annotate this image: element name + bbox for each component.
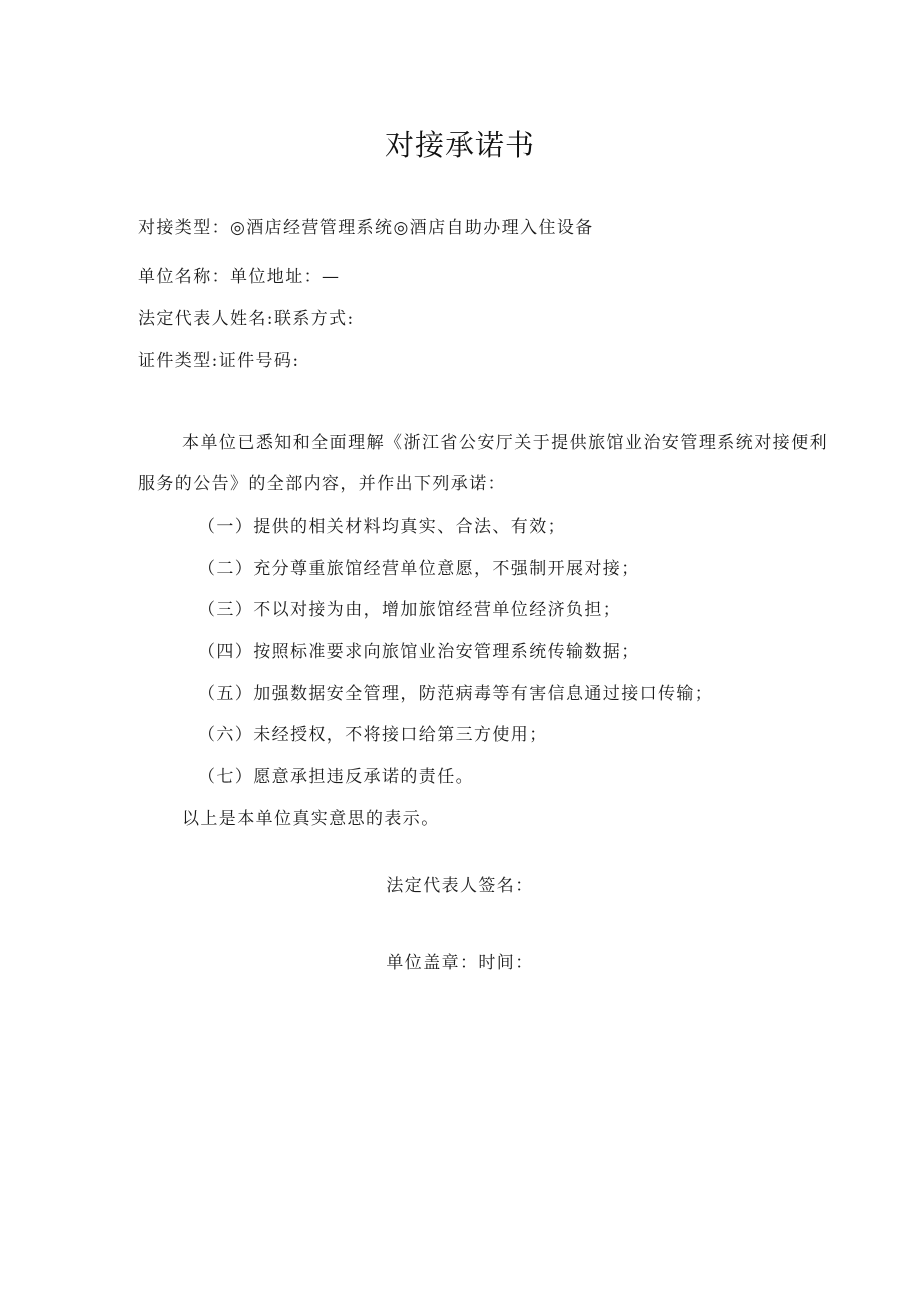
id-type-label: 证件类型: xyxy=(138,351,219,371)
commitment-item-5: （五）加强数据安全管理，防范病毒等有害信息通过接口传输； xyxy=(198,684,714,704)
legal-rep-name-label: 法定代表人姓名: xyxy=(138,309,274,329)
intro-paragraph: 本单位已悉知和全面理解《浙江省公安厅关于提供旅馆业治安管理系统对接便利服务的公告》的全部内容，并作出下列承诺： xyxy=(138,433,828,494)
seal-time-line xyxy=(0,950,920,976)
closing-statement: 以上是本单位真实意思的表示。 xyxy=(182,809,440,829)
commitment-item-1: （一）提供的相关材料均真实、合法、有效； xyxy=(198,517,566,537)
commitment-item-3: （三）不以对接为由，增加旅馆经营单位经济负担； xyxy=(198,600,622,620)
unit-name-label: 单位名称： xyxy=(138,267,230,287)
docking-option-hotel-management-system: ◎酒店经营管理系统 xyxy=(230,218,394,238)
document-title: 对接承诺书 xyxy=(384,128,535,162)
commitment-item-6: （六）未经授权，不将接口给第三方使用； xyxy=(198,725,548,745)
id-number-label: 证件号码: xyxy=(218,351,300,371)
docking-type-label: 对接类型： xyxy=(138,218,230,238)
seal-label: 单位盖章： xyxy=(386,953,479,973)
contact-label: 联系方式: xyxy=(273,309,355,329)
commitment-item-4: （四）按照标准要求向旅馆业治安管理系统传输数据； xyxy=(198,642,640,662)
legal-rep-line xyxy=(138,306,355,332)
unit-info-line xyxy=(138,264,340,290)
unit-address-label: 单位地址：— xyxy=(230,267,341,287)
commitment-item-2: （二）充分尊重旅馆经营单位意愿，不强制开展对接； xyxy=(198,559,640,579)
signature-line xyxy=(0,873,920,899)
commitment-item-7: （七）愿意承担违反承诺的责任。 xyxy=(198,767,474,787)
time-label: 时间： xyxy=(478,953,534,973)
signature-label: 法定代表人签名： xyxy=(386,876,534,896)
id-line xyxy=(138,348,299,374)
docking-option-self-checkin-device: ◎酒店自助办理入住设备 xyxy=(393,218,594,238)
docking-type-line xyxy=(138,215,594,241)
